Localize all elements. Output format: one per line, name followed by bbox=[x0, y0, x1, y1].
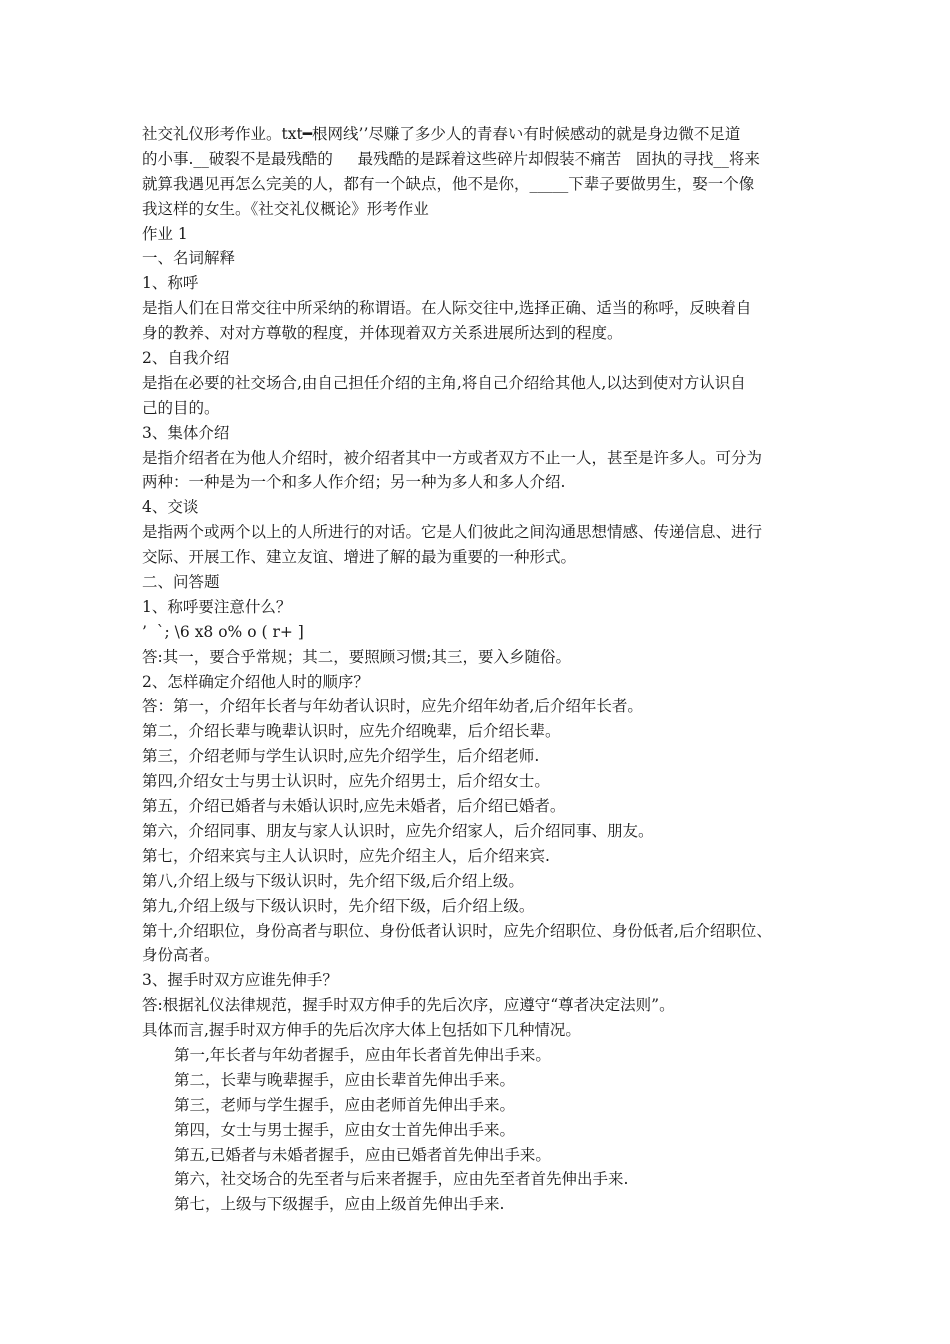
text-line: 己的目的。 bbox=[142, 398, 220, 417]
answer-line: 第五，介绍已婚者与未婚认识时,应先未婚者，后介绍已婚者。 bbox=[142, 797, 566, 816]
assignment-heading: 作业 1 bbox=[142, 224, 188, 243]
answer-item: 第七，上级与下级握手，应由上级首先伸出手来. bbox=[174, 1195, 505, 1214]
answer-line: 第十,介绍职位，身份高者与职位、身份低者认识时，应先介绍职位、身份低者,后介绍职位、 bbox=[142, 921, 772, 940]
text-line: 两种：一种是为一个和多人作介绍；另一种为多人和多人介绍. bbox=[142, 473, 566, 492]
text-line: ’ `; \6 x8 o% o ( r+ ] bbox=[142, 622, 304, 641]
term-heading: 1、称呼 bbox=[142, 274, 199, 293]
answer-line: 身份高者。 bbox=[142, 946, 220, 965]
question-heading: 2、怎样确定介绍他人时的顺序？ bbox=[142, 672, 369, 691]
answer-line: 第八,介绍上级与下级认识时，先介绍下级,后介绍上级。 bbox=[142, 871, 524, 890]
answer-line: 第九,介绍上级与下级认识时，先介绍下级，后介绍上级。 bbox=[142, 896, 535, 915]
term-heading: 4、交谈 bbox=[142, 498, 199, 517]
section-heading: 一、名词解释 bbox=[142, 249, 236, 268]
text-line: 的小事.__破裂不是最残酷的 最残酷的是踩着这些碎片却假装不痛苦 固执的寻找__将来 bbox=[142, 149, 760, 168]
answer-item: 第三，老师与学生握手，应由老师首先伸出手来。 bbox=[174, 1095, 516, 1114]
answer-line: 具体而言,握手时双方伸手的先后次序大体上包括如下几种情况。 bbox=[142, 1021, 581, 1040]
answer-line: 答:根据礼仪法律规范，握手时双方伸手的先后次序，应遵守“尊者决定法则”。 bbox=[142, 996, 675, 1015]
text-line: 是指介绍者在为他人介绍时，被介绍者其中一方或者双方不止一人，甚至是许多人。可分为 bbox=[142, 448, 763, 467]
answer-item: 第四，女士与男士握手，应由女士首先伸出手来。 bbox=[174, 1120, 516, 1139]
term-heading: 2、自我介绍 bbox=[142, 349, 230, 368]
text-line: 是指两个或两个以上的人所进行的对话。它是人们彼此之间沟通思想情感、传递信息、进行 bbox=[142, 523, 763, 542]
answer-line: 第二，介绍长辈与晚辈认识时，应先介绍晚辈，后介绍长辈。 bbox=[142, 722, 561, 741]
answer-item: 第六，社交场合的先至者与后来者握手，应由先至者首先伸出手来. bbox=[174, 1170, 629, 1189]
document-page bbox=[142, 122, 832, 1217]
question-heading: 3、握手时双方应谁先伸手？ bbox=[142, 971, 338, 990]
answer-item: 第五,已婚者与未婚者握手，应由已婚者首先伸出手来。 bbox=[174, 1145, 551, 1164]
answer-line: 第六，介绍同事、朋友与家人认识时，应先介绍家人，后介绍同事、朋友。 bbox=[142, 821, 654, 840]
section-heading: 二、问答题 bbox=[142, 573, 220, 592]
text-line: 我这样的女生。《社交礼仪概论》形考作业 bbox=[142, 199, 429, 218]
question-heading: 1、称呼要注意什么？ bbox=[142, 597, 292, 616]
text-line: 是指在必要的社交场合,由自己担任介绍的主角,将自己介绍给其他人,以达到使对方认识自 bbox=[142, 373, 746, 392]
text-line: 是指人们在日常交往中所采纳的称谓语。在人际交往中,选择正确、适当的称呼，反映着自 bbox=[142, 299, 752, 318]
answer-line: 答：第一，介绍年长者与年幼者认识时，应先介绍年幼者,后介绍年长者。 bbox=[142, 697, 643, 716]
term-heading: 3、集体介绍 bbox=[142, 423, 230, 442]
text-line: 身的教养、对对方尊敬的程度，并体现着双方关系进展所达到的程度。 bbox=[142, 324, 623, 343]
answer-line: 第四,介绍女士与男士认识时，应先介绍男士，后介绍女士。 bbox=[142, 772, 550, 791]
text-line: 社交礼仪形考作业。txt━根网线’’尽赚了多少人的青春い有时候感动的就是身边微不足道 bbox=[142, 125, 741, 143]
answer-line: 答:其一，要合乎常规；其二，要照顾习惯;其三，要入乡随俗。 bbox=[142, 647, 571, 666]
answer-line: 第三，介绍老师与学生认识时,应先介绍学生，后介绍老师. bbox=[142, 747, 540, 766]
answer-line: 第七，介绍来宾与主人认识时，应先介绍主人，后介绍来宾. bbox=[142, 846, 550, 865]
text-line: 就算我遇见再怎么完美的人，都有一个缺点，他不是你，_____下辈子要做男生，娶一个像 bbox=[142, 174, 755, 193]
answer-item: 第二，长辈与晚辈握手，应由长辈首先伸出手来。 bbox=[174, 1070, 516, 1089]
answer-item: 第一,年长者与年幼者握手，应由年长者首先伸出手来。 bbox=[174, 1045, 551, 1064]
text-line: 交际、开展工作、建立友谊、增进了解的最为重要的一种形式。 bbox=[142, 548, 577, 567]
